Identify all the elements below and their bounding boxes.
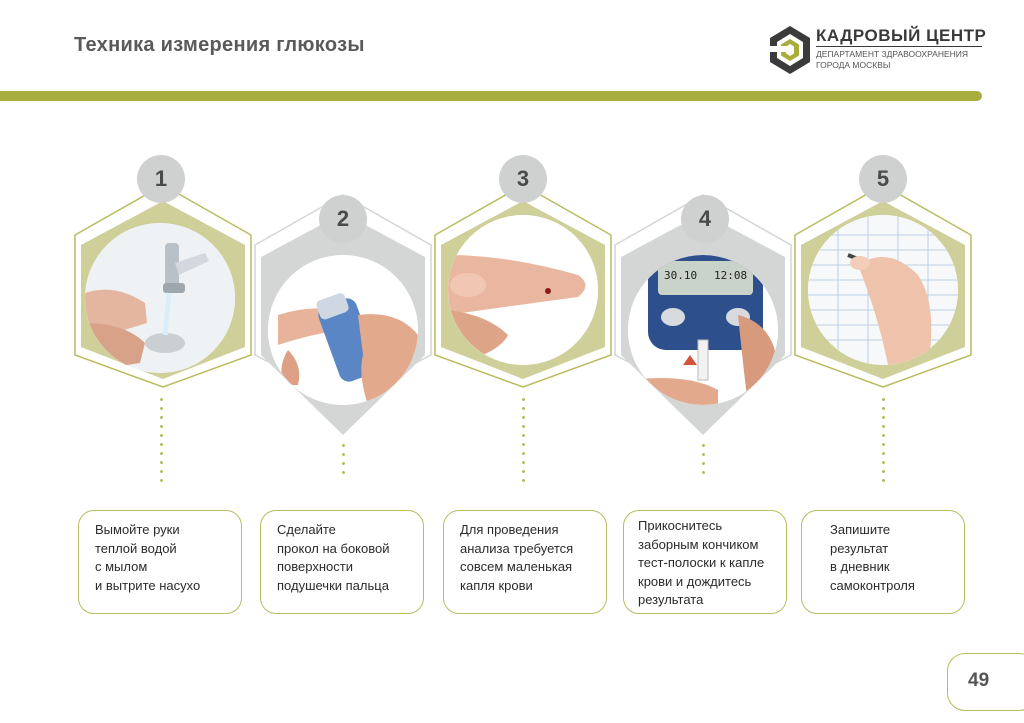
step-4 [615, 195, 795, 615]
step-5 [795, 155, 975, 615]
step-card [260, 510, 424, 614]
connector-dots [160, 395, 163, 483]
step-card [443, 510, 607, 614]
step-number-badge: 4 [681, 195, 729, 243]
connector-dots [702, 441, 705, 477]
step-number-badge: 5 [859, 155, 907, 203]
step-2 [255, 195, 435, 615]
logo-subtitle-1: ДЕПАРТАМЕНТ ЗДРАВООХРАНЕНИЯ [816, 49, 969, 59]
connector-dots [342, 441, 345, 477]
header-divider [0, 91, 982, 101]
step-card [801, 510, 965, 614]
step-description: Запишите результат в дневник самоконтроля [830, 522, 915, 593]
page-number: 49 [968, 670, 990, 691]
glucometer-icon [628, 255, 778, 405]
logo-divider [816, 46, 982, 47]
lancet-device-icon [268, 255, 418, 405]
step-image-writing-diary [808, 215, 958, 365]
logo [768, 24, 988, 80]
step-image-blood-drop-finger [448, 215, 598, 365]
page-number-box [947, 653, 1024, 711]
step-3 [435, 155, 615, 615]
step-number-badge: 1 [137, 155, 185, 203]
logo-name: КАДРОВЫЙ ЦЕНТР [816, 26, 987, 45]
step-description: Вымойте руки теплой водой с мылом и вытрите насухо [95, 522, 201, 593]
step-image-glucometer [628, 255, 778, 405]
connector-dots [522, 395, 525, 483]
step-number-badge: 3 [499, 155, 547, 203]
writing-diary-icon [808, 215, 958, 365]
logo-subtitle-2: ГОРОДА МОСКВЫ [816, 60, 891, 70]
logo-emblem-icon [768, 24, 812, 76]
page-title: Техника измерения глюкозы [74, 34, 365, 56]
glucometer-time: 12:08 [714, 269, 748, 282]
step-card [623, 510, 787, 614]
step-1 [75, 155, 255, 615]
glucometer-reading: 30.10 [664, 269, 698, 282]
blood-drop-finger-icon [448, 215, 598, 365]
step-image-washing-hands [85, 223, 235, 373]
step-description: Прикоснитесь заборным кончиком тест-полоски к капле крови и дождитесь результата [638, 518, 765, 607]
step-card [78, 510, 242, 614]
step-description: Сделайте прокол на боковой поверхности подушечки пальца [277, 522, 390, 593]
step-description: Для проведения анализа требуется совсем маленькая капля крови [460, 522, 574, 593]
step-number-badge: 2 [319, 195, 367, 243]
washing-hands-icon [85, 223, 235, 373]
connector-dots [882, 395, 885, 483]
step-image-lancet-device [268, 255, 418, 405]
